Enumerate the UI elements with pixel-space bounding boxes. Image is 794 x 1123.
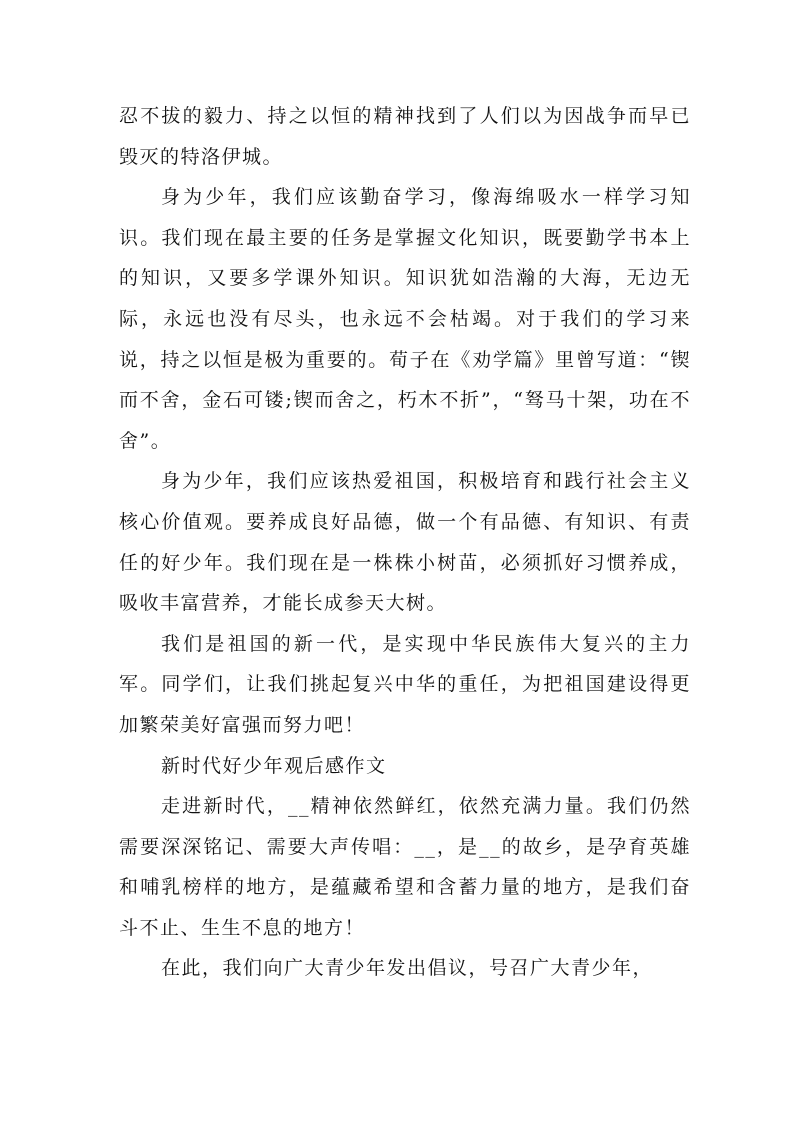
section-title: 新时代好少年观后感作文 xyxy=(161,754,387,777)
paragraph-continuation: 忍不拔的毅力、持之以恒的精神找到了人们以为因战争而早已毁灭的特洛伊城。 xyxy=(119,105,691,168)
document-body xyxy=(119,96,691,989)
paragraph-new-generation: 我们是祖国的新一代，是实现中华民族伟大复兴的主力军。同学们，让我们挑起复兴中华的重任，为把祖国建设得更加繁荣美好富强而努力吧！ xyxy=(119,632,691,736)
paragraph-patriotism: 身为少年，我们应该热爱祖国，积极培育和践行社会主义核心价值观。要养成良好品德，做一个有品德、有知识、有责任的好少年。我们现在是一株株小树苗，必须抓好习惯养成，吸收丰富营养，才能长成参天大树。 xyxy=(119,470,691,615)
paragraph-study: 身为少年，我们应该勤奋学习，像海绵吸水一样学习知识。我们现在最主要的任务是掌握文化知识，既要勤学书本上的知识，又要多学课外知识。知识犹如浩瀚的大海，无边无际，永远也没有尽头，也永远不会枯竭。对于我们的学习来说，持之以恒是极为重要的。荀子在《劝学篇》里曾写道：“锲而不舍，金石可镂;锲而舍之，朽木不折”，“驽马十架，功在不舍”。 xyxy=(119,186,691,452)
paragraph-proposal: 在此，我们向广大青少年发出倡议，号召广大青少年， xyxy=(161,957,654,980)
paragraph-new-era: 走进新时代，__精神依然鲜红，依然充满力量。我们仍然需要深深铭记、需要大声传唱：__，是__的故乡，是孕育英雄和哺乳榜样的地方，是蕴藏希望和含蓄力量的地方，是我们奋斗不止、生生不息的地方！ xyxy=(119,795,691,939)
